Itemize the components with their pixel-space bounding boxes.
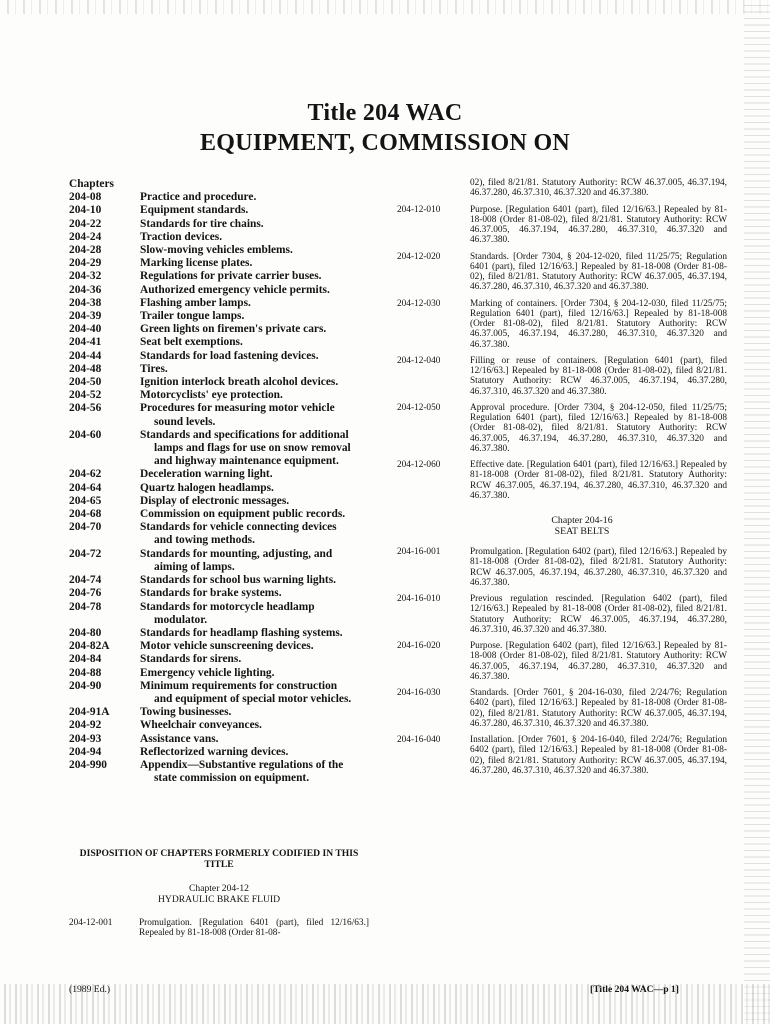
section-entry — [397, 205, 727, 246]
chapter-row — [69, 429, 369, 469]
chapter-title — [140, 244, 369, 257]
section-entry — [397, 735, 727, 776]
chapter-title-line: Standards for sirens. — [140, 653, 242, 666]
chapter-number: 204-88 — [69, 666, 102, 679]
chapter-number: 204-52 — [69, 389, 102, 402]
chapter-number: 204-91A — [69, 706, 110, 719]
chapter-number: 204-08 — [69, 191, 102, 204]
chapter-title-line: Display of electronic messages. — [140, 494, 290, 507]
page-number-footer: [Title 204 WAC—p 1] — [590, 984, 679, 995]
chapter-title — [140, 719, 369, 732]
chapter-title-line: Traction devices. — [140, 230, 223, 243]
chapter-number: 204-84 — [69, 653, 102, 666]
chapter-title-line: Authorized emergency vehicle permits. — [140, 283, 330, 296]
section-number: 204-16-010 — [397, 594, 441, 604]
chapter-number: 204-62 — [69, 468, 102, 481]
chapter-row — [69, 402, 369, 428]
chapter-title — [140, 336, 369, 349]
chapter-title — [140, 680, 369, 706]
chapter-row — [69, 244, 369, 257]
section-text: Previous regulation rescinded. [Regulation 6402 (part), filed 12/16/63.] Repealed by 81-18-008 (Order 81-08-02), filed 8/21/81. Statutory Authority: RCW 46.37.005, 46.37.194, 46.37.280, 46.37.310, 46.37.320 and 46.37.380. — [470, 594, 727, 635]
chapter-title-line: Assistance vans. — [140, 732, 219, 745]
page-subtitle: EQUIPMENT, COMMISSION ON — [199, 130, 571, 156]
chapter-number: 204-80 — [69, 626, 102, 639]
chapter-row — [69, 323, 369, 336]
chapter-title-line: Standards for motorcycle headlamp — [140, 600, 315, 613]
chapter-row — [69, 640, 369, 653]
disposition-heading-line: DISPOSITION OF CHAPTERS FORMERLY CODIFIED IN THIS — [79, 848, 359, 859]
section-entry — [397, 403, 727, 454]
section-text: Purpose. [Regulation 6402 (part), filed 12/16/63.] Repealed by 81-18-008 (Order 81-08-02), filed 8/21/81. Statutory Authority: RCW 46.37.005, 46.37.194, 46.37.280, 46.37.310, 46.37.320 and 46.37.380. — [470, 641, 727, 682]
chapter-title-continuation: aiming of lamps. — [154, 560, 235, 573]
disposition-heading — [69, 848, 369, 870]
chapter-title — [140, 297, 369, 310]
chapter-number: 204-60 — [69, 428, 102, 441]
chapter-title-line: Standards for headlamp flashing systems. — [140, 626, 343, 639]
chapter-16-entries — [397, 547, 727, 776]
chapter-title — [140, 363, 369, 376]
chapter-row — [69, 231, 369, 244]
chapter-title-line: Procedures for measuring motor vehicle — [140, 402, 335, 415]
chapter-row — [69, 204, 369, 217]
chapter-row — [69, 376, 369, 389]
chapter-heading-title: HYDRAULIC BRAKE FLUID — [157, 894, 281, 905]
chapter-number: 204-39 — [69, 310, 102, 323]
chapter-title — [140, 284, 369, 297]
chapter-title — [140, 733, 369, 746]
section-entry — [397, 460, 727, 501]
chapter-title-line: Slow-moving vehicles emblems. — [140, 244, 293, 257]
chapter-title — [140, 323, 369, 336]
section-text: Approval procedure. [Order 7304, § 204-12-050, filed 11/25/75; Regulation 6401 (part), filed 12/16/63.] Repealed by 81-18-008 (Order 81-08-02), filed 8/21/81. Statutory Authority: RCW 46.37.005, 46.37.194, 46.37.280, 46.37.310, 46.37.320 and 46.37.380. — [470, 402, 727, 454]
chapter-row — [69, 270, 369, 283]
section-entry — [397, 356, 727, 397]
chapter-title — [140, 389, 369, 402]
section-number: 204-12-050 — [397, 402, 441, 413]
chapter-row — [69, 653, 369, 666]
chapter-title-line: Standards for mounting, adjusting, and — [140, 547, 333, 560]
chapter-title — [140, 350, 369, 363]
chapter-row — [69, 719, 369, 732]
chapter-title-line: Standards for school bus warning lights. — [140, 574, 337, 587]
chapter-row — [69, 667, 369, 680]
chapter-row — [69, 468, 369, 481]
section-number: 204-12-060 — [397, 460, 441, 470]
chapter-title — [140, 746, 369, 759]
chapter-number: 204-48 — [69, 362, 102, 375]
chapter-title — [140, 310, 369, 323]
section-number: 204-12-010 — [397, 204, 441, 215]
chapter-title-line: Ignition interlock breath alcohol devices. — [140, 376, 339, 389]
chapter-number: 204-64 — [69, 481, 102, 494]
chapter-number: 204-78 — [69, 600, 102, 613]
chapters-heading: Chapters — [69, 178, 114, 190]
chapter-row — [69, 310, 369, 323]
chapter-number: 204-22 — [69, 217, 102, 230]
chapter-heading-number: Chapter 204-16 — [551, 515, 613, 526]
chapter-title — [140, 667, 369, 680]
chapter-title — [140, 627, 369, 640]
chapter-title-line: Flashing amber lamps. — [140, 296, 251, 309]
section-text: Standards. [Order 7601, § 204-16-030, filed 2/24/76; Regulation 6402 (part), filed 12/16/63.] Repealed by 81-18-008 (Order 81-08-02), filed 8/21/81. Statutory Authority: RCW 46.37.005, 46.37.194, 46.37.280, 46.37.310, 46.37.320 and 46.37.380. — [470, 688, 727, 729]
chapter-title — [140, 508, 369, 521]
chapter-number: 204-72 — [69, 547, 102, 560]
chapter-title-line: Standards for brake systems. — [140, 587, 282, 600]
chapter-number: 204-82A — [69, 640, 110, 653]
chapter-title-continuation: modulator. — [154, 613, 208, 626]
chapter-number: 204-65 — [69, 494, 102, 507]
chapter-title — [140, 706, 369, 719]
section-text: Installation. [Order 7601, § 204-16-040, filed 2/24/76; Regulation 6402 (part), filed 12/16/63.] Repealed by 81-18-008 (Order 81-08-02), filed 8/21/81. Statutory Authority: RCW 46.37.005, 46.37.194, 46.37.280, 46.37.310, 46.37.320 and 46.37.380. — [470, 735, 727, 776]
section-entry — [397, 299, 727, 350]
chapter-number: 204-93 — [69, 732, 102, 745]
chapter-title-line: Standards for load fastening devices. — [140, 349, 319, 362]
chapter-row — [69, 627, 369, 640]
chapter-title-continuation: and towing methods. — [154, 534, 255, 547]
chapter-title — [140, 429, 369, 469]
chapter-heading-number: Chapter 204-12 — [189, 883, 249, 894]
chapter-row — [69, 218, 369, 231]
chapter-title-line: Green lights on firemen's private cars. — [140, 323, 327, 336]
chapter-title-line: Motor vehicle sunscreening devices. — [140, 640, 314, 653]
chapter-title — [140, 521, 369, 547]
section-number: 204-12-001 — [69, 918, 113, 928]
chapter-title-continuation: and equipment of special motor vehicles. — [154, 692, 352, 705]
page-title: Title 204 WAC — [307, 100, 463, 126]
section-text: Filling or reuse of containers. [Regulation 6401 (part), filed 12/16/63.] Repealed by 81-18-008 (Order 81-08-02), filed 8/21/81. Statutory Authority: RCW 46.37.005, 46.37.194, 46.37.280, 46.37.310, 46.37.320 and 46.37.380. — [470, 355, 727, 397]
chapter-title — [140, 587, 369, 600]
chapter-number: 204-90 — [69, 679, 102, 692]
chapter-title — [140, 204, 369, 217]
chapter-title — [140, 468, 369, 481]
section-number: 204-16-001 — [397, 547, 441, 557]
chapter-row — [69, 191, 369, 204]
chapter-number: 204-92 — [69, 719, 102, 732]
chapter-title-line: Equipment standards. — [140, 204, 249, 217]
chapter-number: 204-28 — [69, 244, 102, 257]
chapter-title-line: Regulations for private carrier buses. — [140, 270, 322, 283]
chapter-number: 204-50 — [69, 376, 102, 389]
chapter-title-continuation: lamps and flags for use on snow removal — [154, 442, 351, 455]
chapter-title-line: Emergency vehicle lighting. — [140, 666, 275, 679]
section-number: 204-12-030 — [397, 298, 441, 309]
chapter-title — [140, 191, 369, 204]
chapter-title — [140, 402, 369, 428]
chapter-row — [69, 495, 369, 508]
chapter-row — [69, 733, 369, 746]
chapter-number: 204-41 — [69, 336, 102, 349]
chapter-title-line: Seat belt exemptions. — [140, 336, 243, 349]
chapter-title — [140, 231, 369, 244]
section-text: Purpose. [Regulation 6401 (part), filed 12/16/63.] Repealed by 81-18-008 (Order 81-08-02), filed 8/21/81. Statutory Authority: RCW 46.37.005, 46.37.194, 46.37.280, 46.37.310, 46.37.320 and 46.37.380. — [470, 204, 727, 246]
chapter-title — [140, 257, 369, 270]
section-entry — [397, 252, 727, 293]
chapter-number: 204-56 — [69, 402, 102, 415]
chapter-title-line: Marking license plates. — [140, 257, 253, 270]
chapter-title-line: Reflectorized warning devices. — [140, 745, 289, 758]
chapter-title-line: Standards for tire chains. — [140, 217, 264, 230]
chapter-number: 204-36 — [69, 283, 102, 296]
chapter-title-line: Trailer tongue lamps. — [140, 310, 245, 323]
section-entry — [397, 641, 727, 682]
chapter-title — [140, 495, 369, 508]
chapter-title — [140, 218, 369, 231]
chapter-row — [69, 746, 369, 759]
chapter-number: 204-24 — [69, 230, 102, 243]
section-text: 02), filed 8/21/81. Statutory Authority: RCW 46.37.005, 46.37.194, 46.37.280, 46.37.310, 46.37.320 and 46.37.380. — [470, 178, 727, 199]
chapter-title-line: Practice and procedure. — [140, 191, 257, 204]
chapter-title-line: Standards for vehicle connecting devices — [140, 521, 337, 534]
edition-footer: (1989 Ed.) — [69, 984, 111, 995]
chapter-title-continuation: and highway maintenance equipment. — [154, 455, 339, 468]
chapter-title — [140, 548, 369, 574]
chapter-number: 204-29 — [69, 257, 102, 270]
chapter-number: 204-68 — [69, 508, 102, 521]
section-text: Promulgation. [Regulation 6402 (part), filed 12/16/63.] Repealed by 81-18-008 (Order 81-08-02), filed 8/21/81. Statutory Authority: RCW 46.37.005, 46.37.194, 46.37.280, 46.37.310, 46.37.320 and 46.37.380. — [470, 547, 727, 588]
chapter-12-heading — [69, 883, 369, 905]
chapter-number: 204-74 — [69, 574, 102, 587]
chapter-row — [69, 389, 369, 402]
chapter-number: 204-38 — [69, 296, 102, 309]
chapter-title — [140, 574, 369, 587]
disposition-heading-line: TITLE — [204, 859, 234, 870]
chapter-row — [69, 759, 369, 785]
section-entry — [397, 547, 727, 588]
chapter-row — [69, 680, 369, 706]
chapter-number: 204-990 — [69, 758, 107, 771]
chapter-12-entries — [397, 205, 727, 502]
chapter-row — [69, 508, 369, 521]
chapter-number: 204-44 — [69, 349, 102, 362]
chapter-row — [69, 706, 369, 719]
chapter-row — [69, 548, 369, 574]
chapter-title-line: Motorcyclists' eye protection. — [140, 389, 283, 402]
section-column — [397, 178, 727, 776]
scan-noise-top — [0, 0, 770, 14]
section-number: 204-12-040 — [397, 355, 441, 366]
chapter-row — [69, 574, 369, 587]
chapter-row — [69, 363, 369, 376]
section-entry — [397, 688, 727, 729]
section-entry-continuation — [397, 178, 727, 199]
section-text: Promulgation. [Regulation 6401 (part), filed 12/16/63.] Repealed by 81-18-008 (Order 81-08- — [139, 918, 369, 939]
chapter-title — [140, 482, 369, 495]
chapter-list — [69, 191, 369, 785]
chapter-title-line: Deceleration warning light. — [140, 468, 273, 481]
chapter-row — [69, 601, 369, 627]
chapter-title — [140, 759, 369, 785]
chapter-row — [69, 482, 369, 495]
section-number: 204-16-020 — [397, 641, 441, 651]
chapter-title — [140, 640, 369, 653]
chapter-title-line: Standards and specifications for additional — [140, 428, 349, 441]
section-text: Effective date. [Regulation 6401 (part), filed 12/16/63.] Repealed by 81-18-008 (Order 81-08-02), filed 8/21/81. Statutory Authority: RCW 46.37.005, 46.37.194, 46.37.280, 46.37.310, 46.37.320 and 46.37.380. — [470, 460, 727, 501]
chapter-title — [140, 270, 369, 283]
chapter-title — [140, 653, 369, 666]
chapter-row — [69, 257, 369, 270]
chapter-row — [69, 284, 369, 297]
section-number: 204-16-030 — [397, 688, 441, 698]
chapter-number: 204-70 — [69, 521, 102, 534]
chapter-title-line: Towing businesses. — [140, 706, 232, 719]
section-number: 204-16-040 — [397, 735, 441, 745]
section-entry — [69, 918, 369, 939]
chapter-title-line: Wheelchair conveyances. — [140, 719, 262, 732]
chapter-heading-title: SEAT BELTS — [554, 526, 610, 537]
chapter-row — [69, 336, 369, 349]
section-entry — [397, 594, 727, 635]
chapter-title-line: Minimum requirements for construction — [140, 679, 338, 692]
section-text: Marking of containers. [Order 7304, § 204-12-030, filed 11/25/75; Regulation 6401 (part), filed 12/16/63.] Repealed by 81-18-008 (Order 81-08-02), filed 8/21/81. Statutory Authority: RCW 46.37.005, 46.37.194, 46.37.280, 46.37.310, 46.37.320 and 46.37.380. — [470, 298, 727, 350]
chapter-number: 204-32 — [69, 270, 102, 283]
chapter-row — [69, 587, 369, 600]
chapter-16-heading — [397, 515, 727, 537]
chapter-number: 204-76 — [69, 587, 102, 600]
chapter-title-continuation: sound levels. — [154, 415, 216, 428]
chapter-row — [69, 297, 369, 310]
chapter-number: 204-94 — [69, 745, 102, 758]
chapter-number: 204-10 — [69, 204, 102, 217]
chapter-title — [140, 376, 369, 389]
chapter-index — [69, 178, 369, 785]
chapter-title-line: Commission on equipment public records. — [140, 508, 346, 521]
chapter-title-line: Tires. — [140, 362, 168, 375]
chapter-title-continuation: state commission on equipment. — [154, 772, 310, 785]
chapter-row — [69, 521, 369, 547]
chapter-title — [140, 601, 369, 627]
chapter-number: 204-40 — [69, 323, 102, 336]
chapter-title-line: Appendix—Substantive regulations of the — [140, 758, 344, 771]
chapter-row — [69, 350, 369, 363]
chapter-title-line: Quartz halogen headlamps. — [140, 481, 274, 494]
section-text: Standards. [Order 7304, § 204-12-020, filed 11/25/75; Regulation 6401 (part), filed 12/16/63.] Repealed by 81-18-008 (Order 81-08-02), filed 8/21/81. Statutory Authority: RCW 46.37.005, 46.37.194, 46.37.280, 46.37.310, 46.37.320 and 46.37.380. — [470, 251, 727, 293]
section-number: 204-12-020 — [397, 251, 441, 262]
